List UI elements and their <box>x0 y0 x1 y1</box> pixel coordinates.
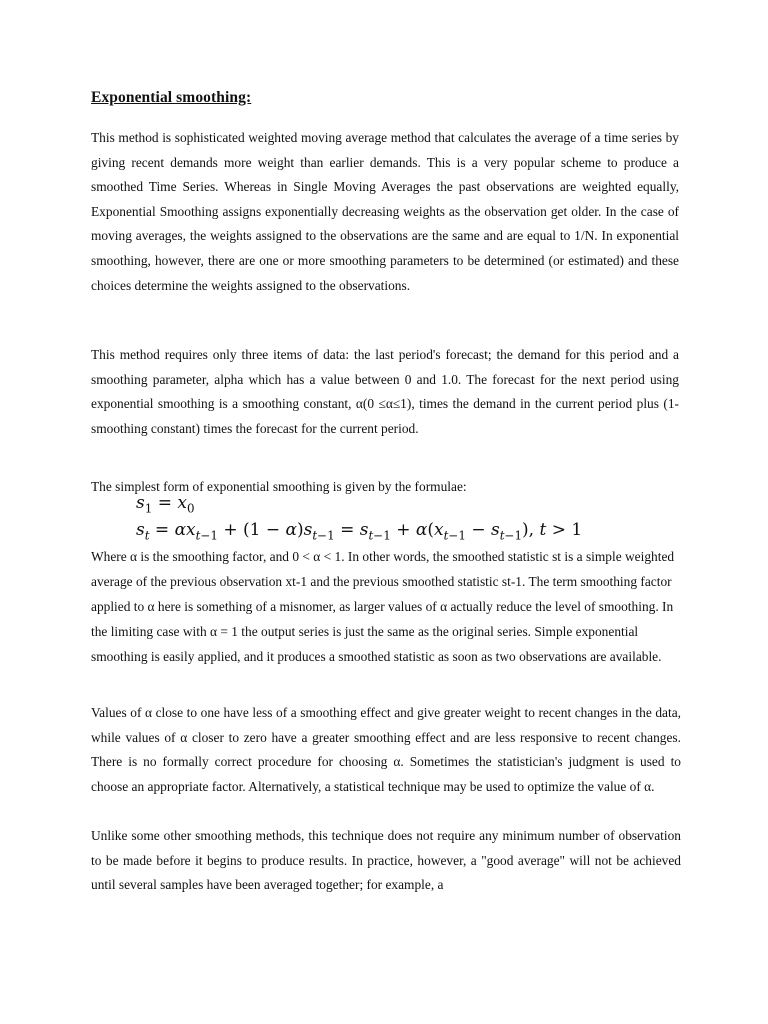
paragraph-definition: This method is sophisticated weighted moving average method that calculates the average of a time series by giving recent demands more weight than earlier demands. This is a very popular scheme to produce a smoothed Time Series. Whereas in Single Moving Averages the past observations are weighted equally, Exponential Smoothing assigns exponentially decreasing weights as the observation get older. In the case of moving averages, the weights assigned to the observations are the same and are equal to 1/N. In exponential smoothing, however, there are one or more smoothing parameters to be determined (or estimated) and these choices determine the weights assigned to the observations. <box>91 130 679 293</box>
paragraph-alpha-values: Values of α close to one have less of a smoothing effect and give greater weight to recent changes in the data, while values of α closer to zero have a greater smoothing effect and are less responsive to recent changes. There is no formally correct procedure for choosing α. Sometimes the statistician's judgment is used to choose an appropriate factor. Alternatively, a statistical technique may be used to optimize the value of α. <box>91 705 681 794</box>
section-heading: Exponential smoothing: <box>91 89 252 106</box>
formula-initial: $s_1 = x_0$ <box>136 493 195 516</box>
paragraph-smoothing-factor: Where α is the smoothing factor, and 0 < α < 1. In other words, the smoothed statistic st is a simple weighted average of the previous observation xt-1 and the previous smoothed statistic st-1. The term smoothing factor applied to α here is something of a misnomer, as larger values of α actually reduce the level of smoothing. In the limiting case with α = 1 the output series is just the same as the original series. Simple exponential smoothing is easily applied, and it produces a smoothed statistic as soon as two observations are available. <box>91 549 675 664</box>
paragraph-data-requirements: This method requires only three items of data: the last period's forecast; the demand for this period and a smoothing parameter, alpha which has a value between 0 and 1.0. The forecast for the next period using exponential smoothing is a smoothing constant, α(0 ≤α≤1), times the demand in the current period plus (1- smoothing constant) times the forecast for the current period. <box>91 347 679 436</box>
paragraph-minimum-observations: Unlike some other smoothing methods, this technique does not require any minimum number of observation to be made before it begins to produce results. In practice, however, a "good average" will not be achieved until several samples have been averaged together; for example, a <box>91 828 681 893</box>
formula-recursive: $s_t = \alpha x_{t-1} + (1 - \alpha)s_{t-1} = s_{t-1} + \alpha(x_{t-1} - s_{t-1})$, t > 1 <box>136 520 583 543</box>
paragraph-formula-intro: The simplest form of exponential smoothing is given by the formulae: <box>91 479 467 494</box>
